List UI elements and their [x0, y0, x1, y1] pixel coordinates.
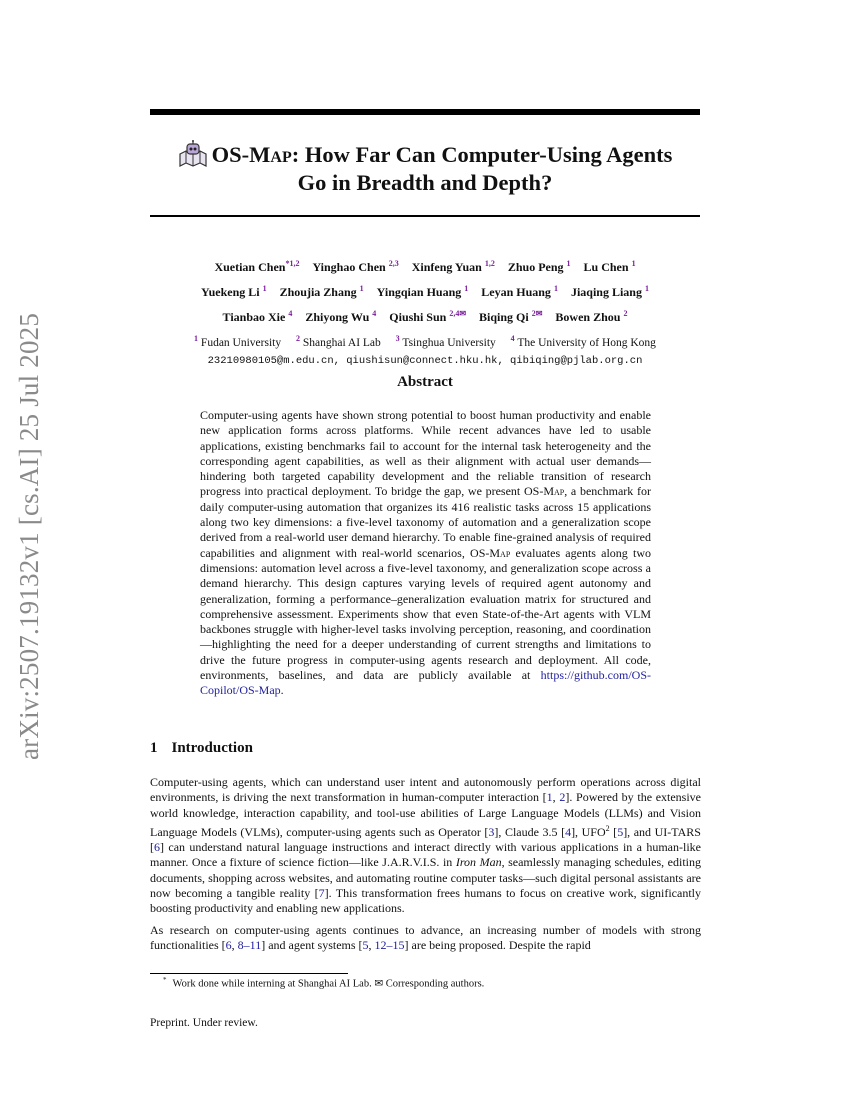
author: Tianbao Xie $^4$	[222, 309, 293, 324]
robot-map-icon	[178, 140, 208, 168]
author: Qiushi Sun $^{2,4✉}$	[389, 309, 467, 324]
affiliation: $^2$ Shanghai AI Lab	[295, 334, 381, 349]
author: Zhiyong Wu $^4$	[305, 309, 377, 324]
citation-link[interactable]: 12–15	[374, 937, 405, 952]
introduction-body	[150, 775, 701, 959]
title-bottom-rule	[150, 215, 700, 217]
github-link[interactable]: https://github.com/OS-Copilot/OS-Map	[200, 668, 651, 698]
citation-link[interactable]: 2	[559, 790, 566, 805]
affiliation: $^1$ Fudan University	[194, 334, 282, 349]
paper-title	[150, 140, 700, 197]
footnote: * Work done while interning at Shanghai AI Lab. ✉ Corresponding authors.	[163, 976, 485, 990]
author: Leyan Huang $^1$	[481, 284, 558, 299]
citation-link[interactable]: 4	[565, 824, 572, 839]
citation-link[interactable]: 1	[546, 790, 553, 805]
author: Jiaqing Liang $^1$	[570, 284, 649, 299]
citation-link[interactable]: 7	[318, 886, 325, 901]
footnote-rule	[150, 973, 348, 974]
author-emails: 23210980105@m.edu.cn, qiushisun@connect.hku.hk, qibiqing@pjlab.org.cn	[207, 354, 643, 367]
title-top-rule	[150, 109, 700, 115]
citation-link[interactable]: 6	[154, 840, 160, 855]
author: Yuekeng Li $^1$	[201, 284, 267, 299]
author-row	[150, 253, 700, 278]
citation-link[interactable]: 3	[488, 824, 495, 839]
paragraph: As research on computer-using agents continues to advance, an increasing number of models with strong functionalities [6, 8–11] and agent systems [5, 12–15] are being proposed. Despite the rapid	[150, 922, 701, 952]
citation-link[interactable]: 5	[617, 824, 624, 839]
section-heading: 1 Introduction	[150, 740, 253, 756]
author: Yinghao Chen $^{2,3}$	[312, 259, 399, 274]
author: Xinfeng Yuan $^{1,2}$	[411, 259, 495, 274]
title-line-1	[150, 140, 700, 169]
citation-link[interactable]: 8–11	[237, 937, 262, 952]
author: Bowen Zhou $^2$	[555, 309, 628, 324]
title-line-2: Go in Breadth and Depth?	[297, 170, 553, 195]
affiliation: $^3$ Tsinghua University	[395, 334, 496, 349]
title-prefix: OS-	[211, 142, 250, 167]
author: Lu Chen $^1$	[583, 259, 636, 274]
author-row	[150, 303, 700, 328]
author: Xuetian Chen$^{*1,2}$	[214, 259, 300, 274]
author: Zhoujia Zhang $^1$	[279, 284, 364, 299]
author-row	[150, 278, 700, 303]
title-rest: : How Far Can Computer-Using Agents	[291, 142, 673, 167]
author-block	[150, 253, 700, 368]
abstract-body: Computer-using agents have shown strong potential to boost human productivity and enable new application forms across platforms. While recent advances have led to usable applications, existing benchmarks fail to account for the internal task heterogeneity and the corresponding agent capabilities, as well as their alignment with actual user demands—hindering both targeted capability development and the reliable transition of research progress into practical deployment. To bridge the gap, we present OS-Map, a benchmark for daily computer-using automation that organizes its 416 realistic tasks across 15 applications along two key dimensions: a five-level taxonomy of automation and a generalization scope derived from a real-world user demand hierarchy. To enable fine-grained analysis of required capabilities and alignment with real-world scenarios, OS-Map evaluates agents along two dimensions: automation level across a five-level taxonomy, and generalization scope across a demand hierarchy. This design captures varying levels of required agent autonomy and generalization, forming a performance–generalization evaluation matrix for structured and comprehensive assessment. Experiments show that even State-of-the-Art agents with VLM backbones struggle with higher-level tasks involving perception, reasoning, and coordination—highlighting the need for a deeper understanding of current strengths and limitations to drive the future progress in computer-using agents research and deployment. All code, environments, baselines, and data are publicly available at https://github.com/OS-Copilot/OS-Map.	[200, 408, 651, 698]
author: Yingqian Huang $^1$	[376, 284, 469, 299]
title-map: Map	[249, 142, 292, 167]
abstract-heading: Abstract	[397, 374, 453, 390]
affiliations	[150, 328, 700, 354]
author: Zhuo Peng $^1$	[507, 259, 571, 274]
arxiv-side-stamp: arXiv:2507.19132v1 [cs.AI] 25 Jul 2025	[14, 312, 44, 760]
citation-link[interactable]: 5	[362, 937, 369, 952]
preprint-notice: Preprint. Under review.	[150, 1017, 258, 1029]
paragraph: Computer-using agents, which can understand user intent and autonomously perform operations across digital environments, is driving the next transformation in human-computer interaction [1, 2]. Powered by the extensive world knowledge, interaction capability, and tool-use abilities of Large Language Models (LLMs) and Vision Language Models (VLMs), computer-using agents such as Operator [3], Claude 3.5 [4], UFO$^2$ [5], and UI-TARS [6] can understand natural language instructions and interact directly with various applications in a human-like manner. Once a fixture of science fiction—like J.A.R.V.I.S. in Iron Man, seamlessly managing schedules, editing documents, shopping across websites, and automating routine computer tasks—such digital personal assistants are now becoming a tangible reality [7]. This transformation frees humans to focus on creative work, significantly boosting productivity and enabling new applications.	[150, 775, 702, 916]
citation-link[interactable]: 6	[225, 937, 232, 952]
author: Biqing Qi $^{2✉}$	[479, 309, 543, 324]
affiliation: $^4$ The University of Hong Kong	[510, 334, 656, 349]
